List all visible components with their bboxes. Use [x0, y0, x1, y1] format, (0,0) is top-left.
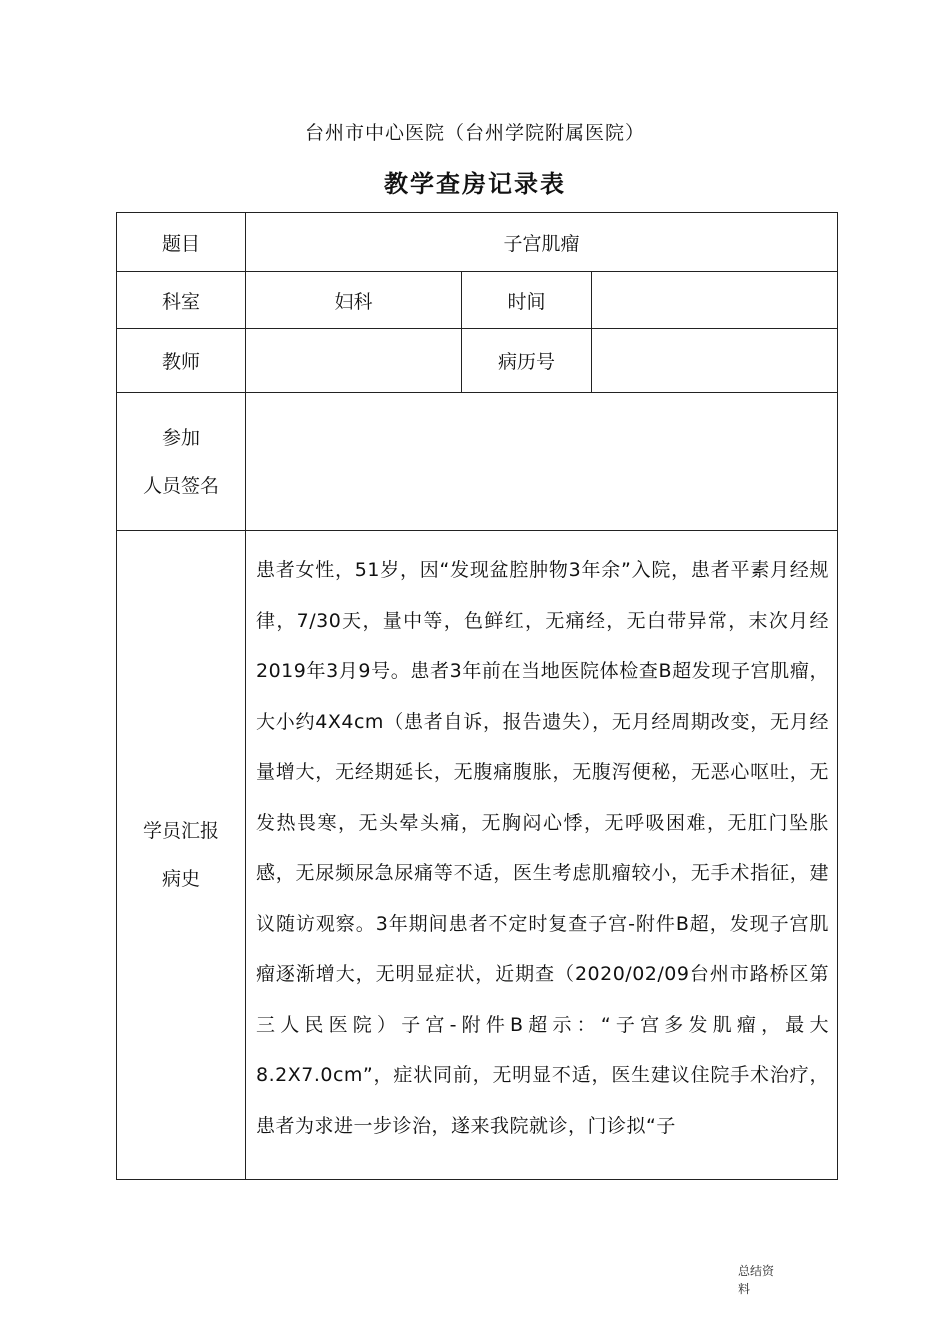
record-number-label: 病历号	[462, 329, 592, 393]
participants-label	[117, 393, 246, 531]
hospital-name: 台州市中心医院（台州学院附属医院）	[304, 122, 645, 144]
teacher-label: 教师	[117, 329, 246, 393]
time-value[interactable]	[592, 272, 838, 329]
form-title: 教学查房记录表	[384, 170, 566, 198]
department-value[interactable]: 妇科	[246, 272, 462, 329]
participants-label-line2: 人员签名	[142, 474, 219, 497]
teacher-value[interactable]	[246, 329, 462, 393]
department-label: 科室	[117, 272, 246, 329]
department-row	[117, 272, 838, 329]
history-label-line2: 病史	[161, 868, 200, 890]
rounds-record-table	[116, 212, 838, 1180]
footer-note-line2: 料	[738, 1282, 751, 1296]
participants-label-line1: 参加	[161, 426, 200, 449]
history-text[interactable]: 患者女性，51岁，因“发现盆腔肿物3年余”入院，患者平素月经规律，7/30天，量中等，色鲜红，无痛经，无白带异常，末次月经2019年3月9号。患者3年前在当地医院体检查B超发现子宫肌瘤，大小约4X4cm（患者自诉，报告遗失），无月经周期改变，无月经量增大，无经期延长，无腹痛腹胀，无腹泻便秘，无恶心呕吐，无发热畏寒，无头晕头痛，无胸闷心悸，无呼吸困难，无肛门坠胀感，无尿频尿急尿痛等不适，医生考虑肌瘤较小，无手术指征，建议随访观察。3年期间患者不定时复查子宫-附件B超，发现子宫肌瘤逐渐增大，无明显症状，近期查（2020/02/09台州市路桥区第三人民医院）子宫-附件B超示：“子宫多发肌瘤，最大8.2X7.0cm”，症状同前，无明显不适，医生建议住院手术治疗，患者为求进一步诊治，遂来我院就诊，门诊拟“子	[246, 531, 838, 1180]
topic-row	[117, 213, 838, 272]
time-label: 时间	[462, 272, 592, 329]
history-label-line1: 学员汇报	[142, 820, 219, 842]
topic-value[interactable]: 子宫肌瘤	[246, 213, 838, 272]
footer-note-line1: 总结资	[738, 1264, 775, 1278]
topic-label: 题目	[117, 213, 246, 272]
history-row	[117, 531, 838, 1180]
footer-note	[738, 1262, 788, 1298]
teacher-row	[117, 329, 838, 393]
participants-row	[117, 393, 838, 531]
participants-signature-area[interactable]	[246, 393, 838, 531]
record-number-value[interactable]	[592, 329, 838, 393]
history-label	[117, 531, 246, 1180]
